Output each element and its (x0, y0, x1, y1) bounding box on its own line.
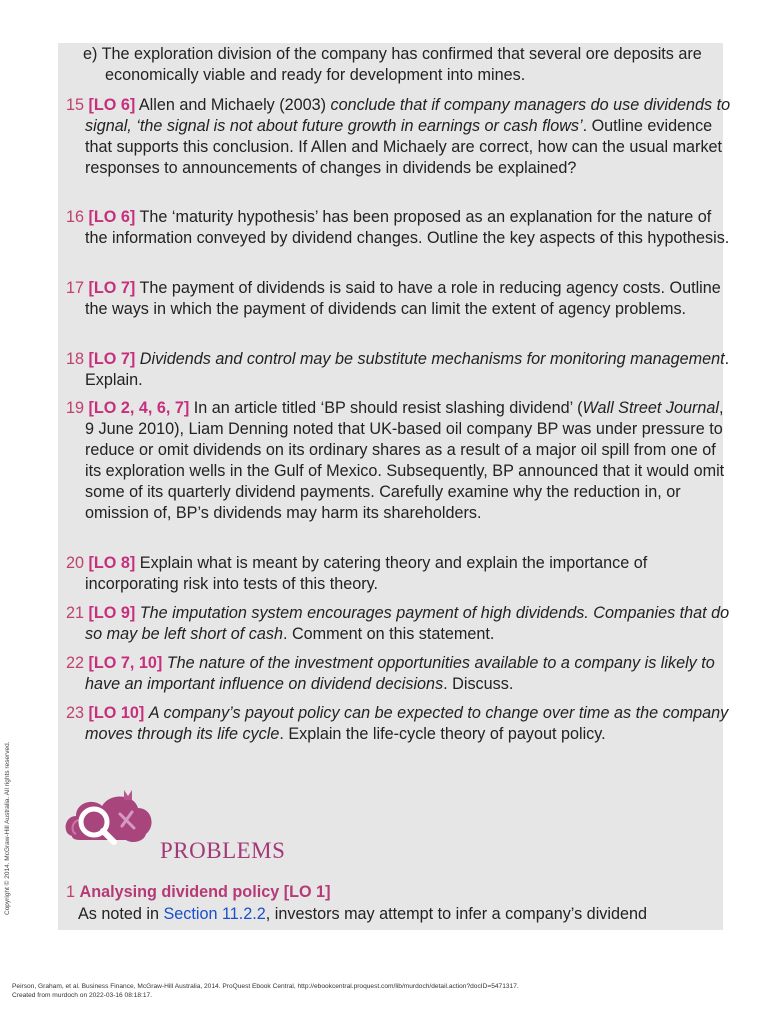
question-number: 19 (66, 399, 85, 417)
question-quote: The imputation system encourages payment of high dividends. Companies that do so may be left short of cash (85, 604, 730, 643)
learning-outcome-tag: [LO 8] (88, 554, 136, 572)
item-text: The exploration division of the company has confirmed that several ore deposits are economically viable and ready for development into mines. (101, 45, 702, 84)
question-number: 21 (66, 604, 85, 622)
question-number: 16 (66, 208, 85, 226)
question-18 (66, 349, 735, 391)
question-22 (66, 653, 735, 695)
question-quote: The nature of the investment opportunities available to a company is likely to have an important influence on dividend decisions (85, 654, 715, 693)
section-link[interactable]: Section 11.2.2 (163, 905, 266, 923)
page-footer (12, 982, 519, 1000)
problem-1-text (78, 905, 718, 924)
question-20 (66, 553, 735, 595)
learning-outcome-tag: [LO 7, 10] (88, 654, 163, 672)
problem-title: Analysing dividend policy [LO 1] (79, 883, 331, 901)
problem-1-heading (66, 883, 330, 902)
problem-text: As noted in (78, 905, 164, 923)
learning-outcome-tag: [LO 2, 4, 6, 7] (88, 399, 190, 417)
problem-text-cont: , investors may attempt to infer a company’s dividend (265, 905, 647, 923)
question-21 (66, 603, 735, 645)
question-text-cont: . Comment on this statement. (282, 625, 495, 643)
learning-outcome-tag: [LO 6] (88, 208, 136, 226)
question-number: 23 (66, 704, 85, 722)
question-text: In an article titled ‘BP should resist slashing dividend’ ( (189, 399, 583, 417)
learning-outcome-tag: [LO 7] (88, 279, 136, 297)
created-line: Created from murdoch on 2022-03-16 08:18:17. (12, 992, 153, 999)
learning-outcome-tag: [LO 10] (88, 704, 145, 722)
question-23 (66, 703, 735, 745)
question-15 (66, 95, 735, 179)
question-quote: A company’s payout policy can be expected to change over time as the company moves through its life cycle (85, 704, 729, 743)
question-16 (66, 207, 735, 249)
learning-outcome-tag: [LO 6] (88, 96, 136, 114)
question-text: Explain what is meant by catering theory and explain the importance of incorporating risk into tests of this theory. (85, 554, 648, 593)
question-text-cont: . Explain the life-cycle theory of payout policy. (279, 725, 606, 743)
question-quote: Dividends and control may be substitute mechanisms for monitoring management (139, 350, 725, 368)
question-number: 18 (66, 350, 85, 368)
question-text: The payment of dividends is said to have a role in reducing agency costs. Outline the ways in which the payment of dividends can limit the extent of agency problems. (85, 279, 721, 318)
question-text-cont: . Discuss. (443, 675, 514, 693)
question-14e (83, 44, 745, 86)
question-text: Allen and Michaely (2003) (135, 96, 331, 114)
question-number: 22 (66, 654, 85, 672)
question-17 (66, 278, 735, 320)
item-label: e) (83, 45, 98, 63)
copyright-notice: Copyright © 2014. McGraw-Hill Australia. All rights reserved. (4, 741, 11, 915)
question-19 (66, 398, 735, 524)
problem-number: 1 (66, 883, 76, 901)
section-heading-problems: PROBLEMS (160, 838, 286, 863)
question-text-cont: . Outline evidence that supports this conclusion. If Allen and Michaely are correct, how can the usual market responses to announcements of changes in dividends be explained? (85, 117, 723, 177)
question-number: 15 (66, 96, 85, 114)
publication-title: Wall Street Journal (582, 399, 719, 417)
question-text: The ‘maturity hypothesis’ has been proposed as an explanation for the nature of the information conveyed by dividend changes. Outline the key aspects of this hypothesis. (85, 208, 730, 247)
question-text-cont: . Explain. (85, 350, 730, 389)
question-quote: conclude that if company managers do use dividends to signal, ‘the signal is not about future growth in earnings or cash flows’ (85, 96, 731, 135)
learning-outcome-tag: [LO 9] (88, 604, 136, 622)
magnifier-wrench-icon (62, 786, 158, 852)
question-text-cont: , 9 June 2010), Liam Denning noted that UK-based oil company BP was under pressure to reduce or omit dividends on its ordinary shares as a result of a major oil spill from one of its exploration wells in the Gulf of Mexico. Subsequently, BP announced that it would omit some of its quarterly dividend payments. Carefully examine why the reduction in, or omission of, BP’s dividends may harm its shareholders. (85, 399, 725, 522)
citation-line: Peirson, Graham, et al. Business Finance, McGraw-Hill Australia, 2014. ProQuest Ebook Central, http://ebookcentral.proquest.com/lib/murdoch/detail.action?docID=5471317. (12, 983, 519, 990)
learning-outcome-tag: [LO 7] (88, 350, 136, 368)
question-number: 17 (66, 279, 85, 297)
question-number: 20 (66, 554, 85, 572)
